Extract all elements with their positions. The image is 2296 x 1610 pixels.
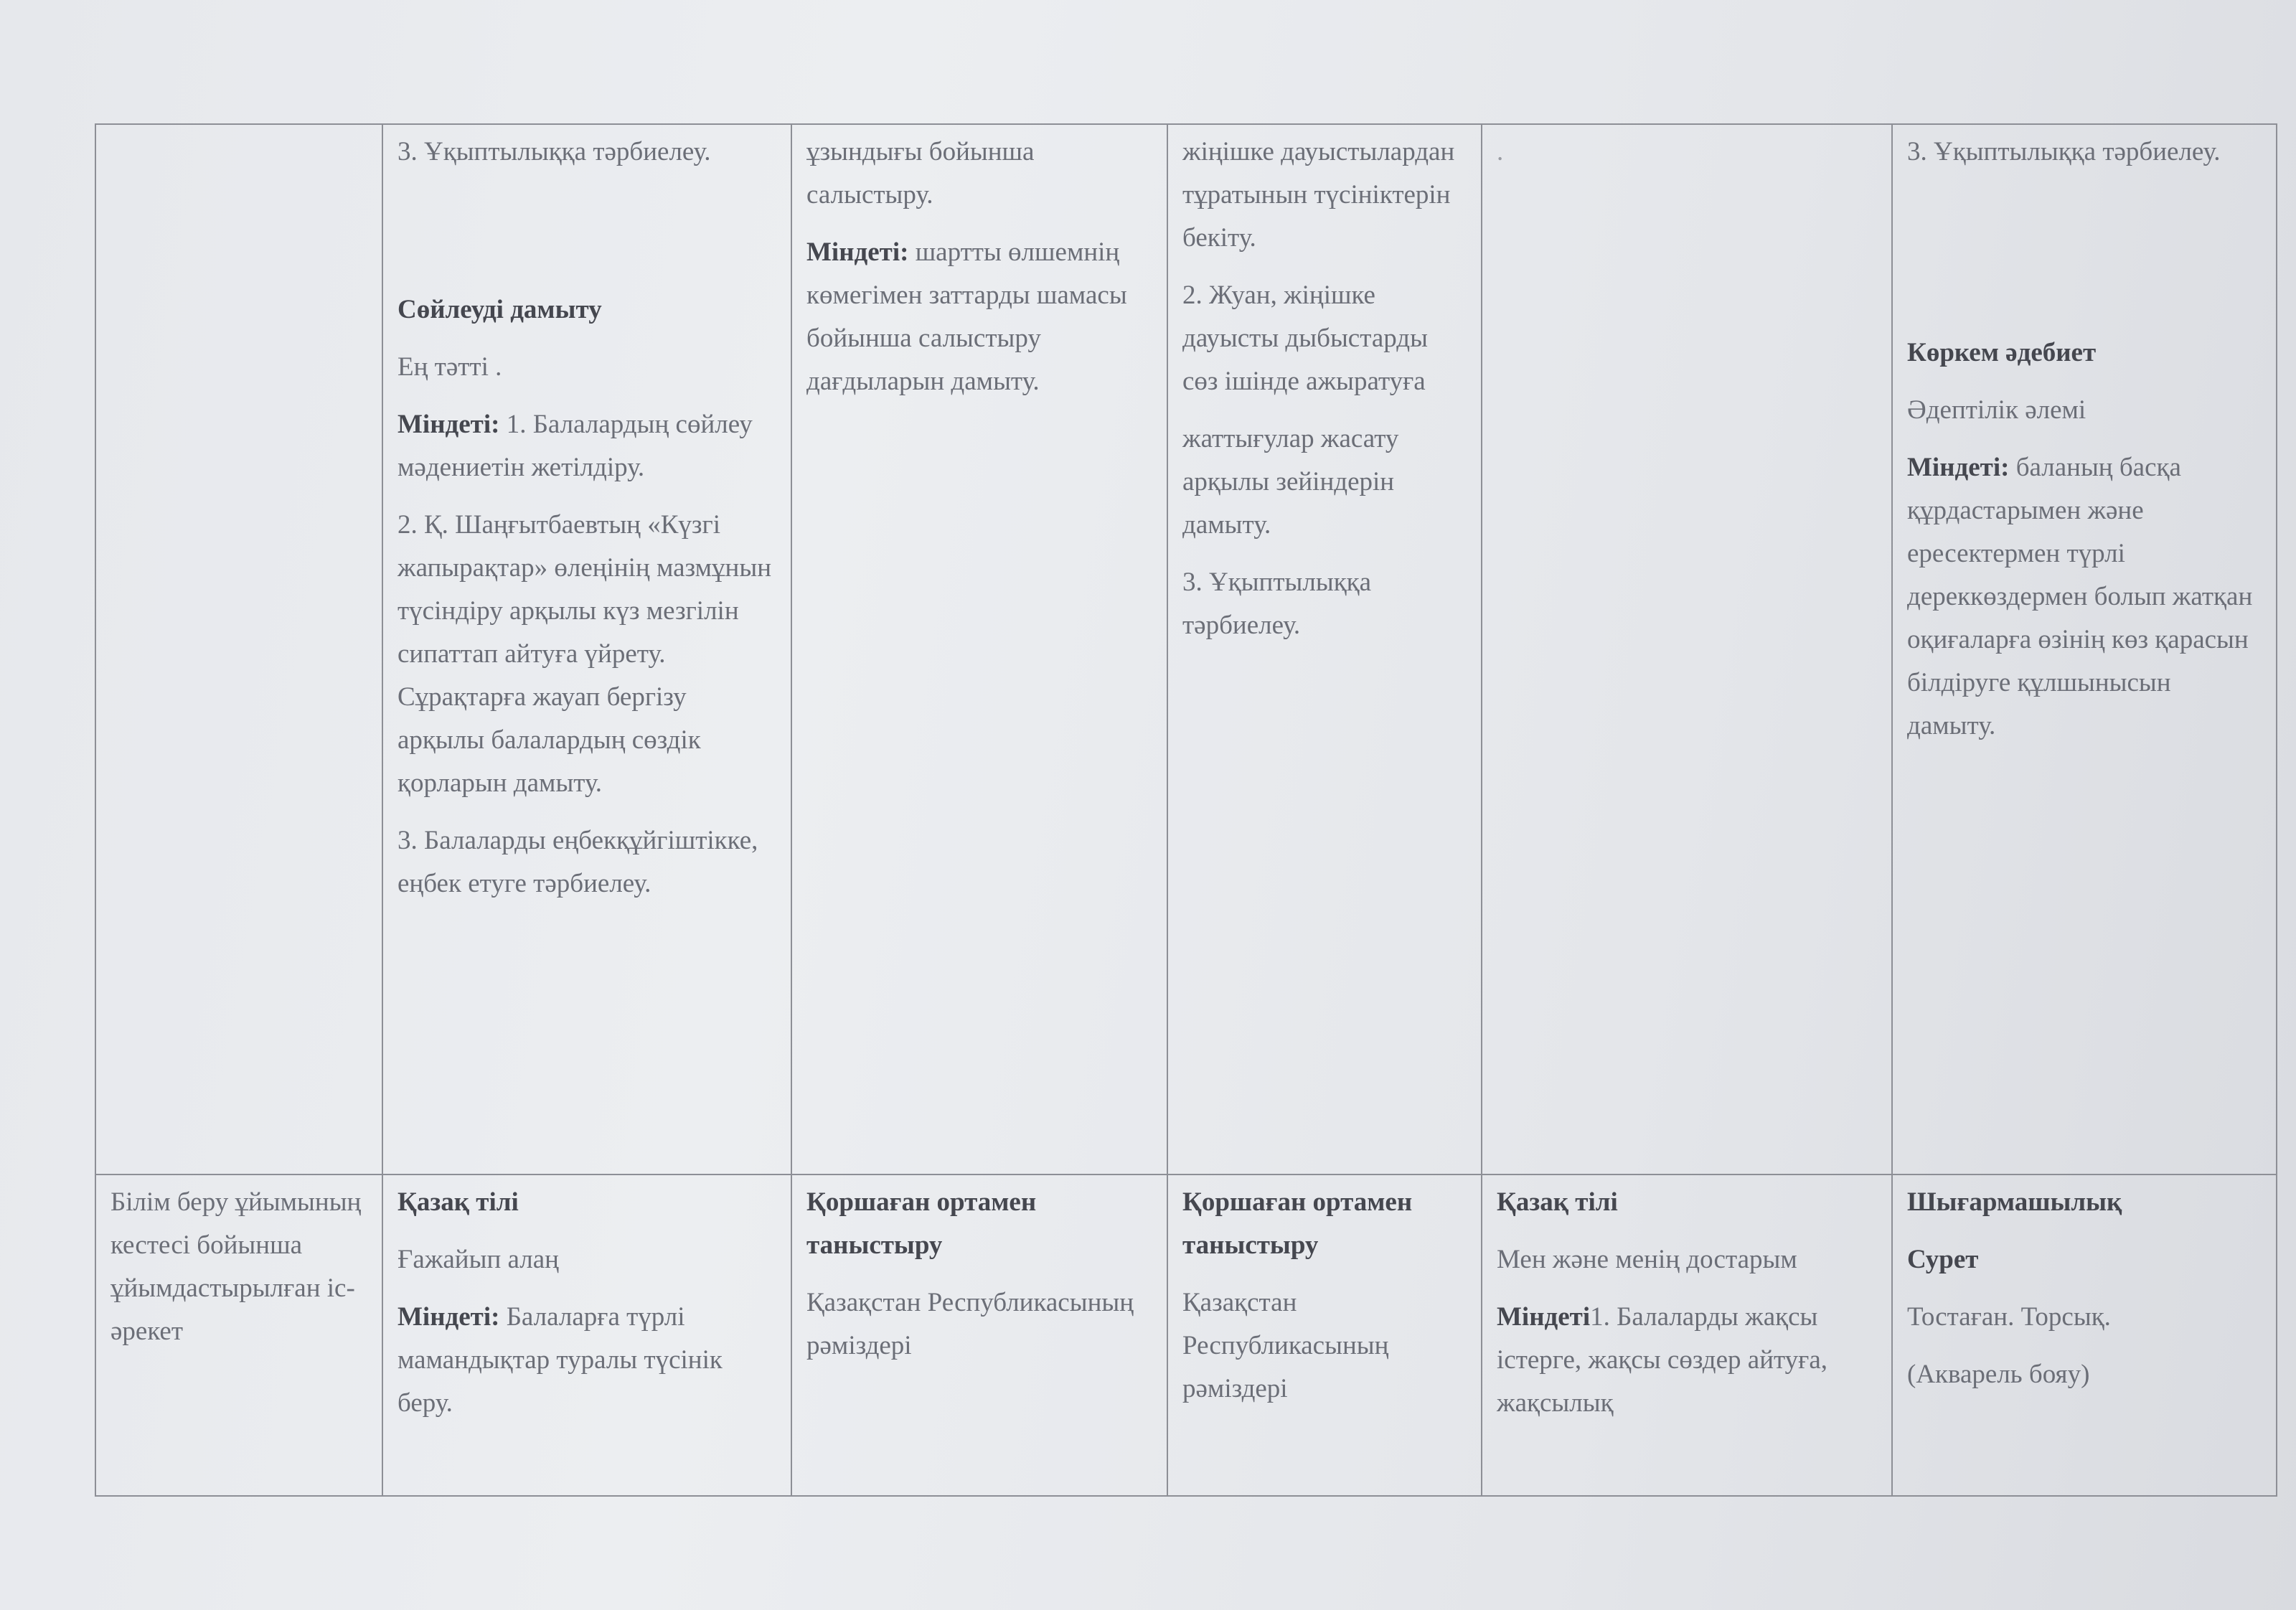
- row2-col6-subtitle: Сурет: [1907, 1245, 1979, 1274]
- row2-col3-cell: [792, 1175, 1168, 1497]
- row2-col6-cell: [1893, 1175, 2277, 1497]
- row1-col2-task3: 3. Балаларды еңбекқұйгіштікке, еңбек етуге тәрбиелеу.: [397, 826, 758, 898]
- row1-col2-task1: 1. Балалардың сөйлеу мәдениетін жетілдіру.: [397, 410, 753, 482]
- row1-col4-text2: 2. Жуан, жіңішке дауысты дыбыстарды сөз ішінде ажыратуға: [1182, 281, 1428, 396]
- row2-col6-subject-title: Шығармашылық: [1907, 1187, 2122, 1217]
- row1-col2-task1-para: [397, 403, 778, 489]
- row1-col2-item3: 3. Ұқыптылыққа тәрбиелеу.: [397, 137, 711, 166]
- row1-col6-topic: Әдептілік әлемі: [1907, 395, 2086, 425]
- row1-col3-cell: [792, 125, 1168, 1175]
- row1-col2-cell: [383, 125, 792, 1175]
- row2-col2-task-para: [397, 1296, 778, 1425]
- row1-col4-text3: жаттығулар жасату арқылы зейіндерін дамыту.: [1182, 424, 1399, 540]
- row1-col6-item3: 3. Ұқыптылыққа тәрбиелеу.: [1907, 137, 2221, 166]
- row2-col1-cell: [96, 1175, 383, 1497]
- row1-col3-task: шартты өлшемнің көмегімен заттарды шамасы бойынша салыстыру дағдыларын дамыту.: [806, 237, 1127, 396]
- row2-col2-subject-title: Қазақ тілі: [397, 1187, 519, 1217]
- row1-col2-topic: Ең тәтті .: [397, 352, 502, 382]
- row1-col4-text1: жіңішке дауыстылардан тұратынын түсініктерін бекіту.: [1182, 137, 1455, 253]
- row1-col6-subject-title: Көркем әдебиет: [1907, 338, 2097, 367]
- row1-col2-subject-title: Сөйлеуді дамыту: [397, 295, 602, 324]
- row1-col6-cell: [1893, 125, 2277, 1175]
- task-label: Міндеті: [1497, 1302, 1591, 1332]
- row2-col5-task-para: [1497, 1296, 1878, 1425]
- row2-col6-note: (Акварель бояу): [1907, 1360, 2090, 1389]
- row1-col1-cell: [96, 125, 383, 1175]
- row2-col6-topic: Тостаған. Торсық.: [1907, 1302, 2111, 1332]
- row1-col4-text4: 3. Ұқыптылыққа тәрбиелеу.: [1182, 568, 1372, 640]
- row2-col2-cell: [383, 1175, 792, 1497]
- row1-col2-task2: 2. Қ. Шаңғытбаевтың «Күзгі жапырақтар» өлеңінің мазмұнын түсіндіру арқылы күз мезгілін сипаттап айтуға үйрету. Сұрақтарға жауап бергізу арқылы балалардың сөздік қорларын дамыту.: [397, 510, 771, 798]
- plan-table: [95, 123, 2277, 1497]
- row1-col3-text: ұзындығы бойынша салыстыру.: [806, 137, 1035, 210]
- row1-col3-task-para: [806, 231, 1154, 403]
- row1-col5-dot: .: [1497, 137, 1504, 166]
- row2-col3-topic: Қазақстан Республикасының рәміздері: [806, 1288, 1134, 1360]
- row1-col6-task: баланың басқа құрдастарымен және ересектермен түрлі дереккөздермен болып жатқан оқиғаларға өзінің көз қарасын білдіруге құлшынысын дамыту.: [1907, 453, 2253, 740]
- row2-col3-subject-title: Қоршаған ортамен таныстыру: [806, 1187, 1037, 1260]
- task-label: Міндеті:: [806, 237, 909, 267]
- row2-col4-subject-title: Қоршаған ортамен таныстыру: [1182, 1187, 1413, 1260]
- row2-col4-topic: Қазақстан Республикасының рәміздері: [1182, 1288, 1389, 1403]
- row2-col4-cell: [1168, 1175, 1482, 1497]
- row2-col5-task: 1. Балаларды жақсы істерге, жақсы сөздер айтуға, жақсылық: [1497, 1302, 1828, 1418]
- row2-col5-topic: Мен және менің достарым: [1497, 1245, 1797, 1274]
- task-label: Міндеті:: [397, 410, 500, 439]
- row1-col4-cell: [1168, 125, 1482, 1175]
- task-label: Міндеті:: [397, 1302, 500, 1332]
- row1-col5-cell: [1482, 125, 1893, 1175]
- row1-col6-task-para: [1907, 446, 2263, 748]
- row2-col5-cell: [1482, 1175, 1893, 1497]
- row2-col2-topic: Ғажайып алаң: [397, 1245, 559, 1274]
- row2-header-label: Білім беру ұйымының кестесі бойынша ұйымдастырылған іс-әрекет: [110, 1187, 362, 1346]
- task-label: Міндеті:: [1907, 453, 2010, 482]
- row2-col2-task: Балаларға түрлі мамандықтар туралы түсінік беру.: [397, 1302, 723, 1418]
- row2-col5-subject-title: Қазақ тілі: [1497, 1187, 1618, 1217]
